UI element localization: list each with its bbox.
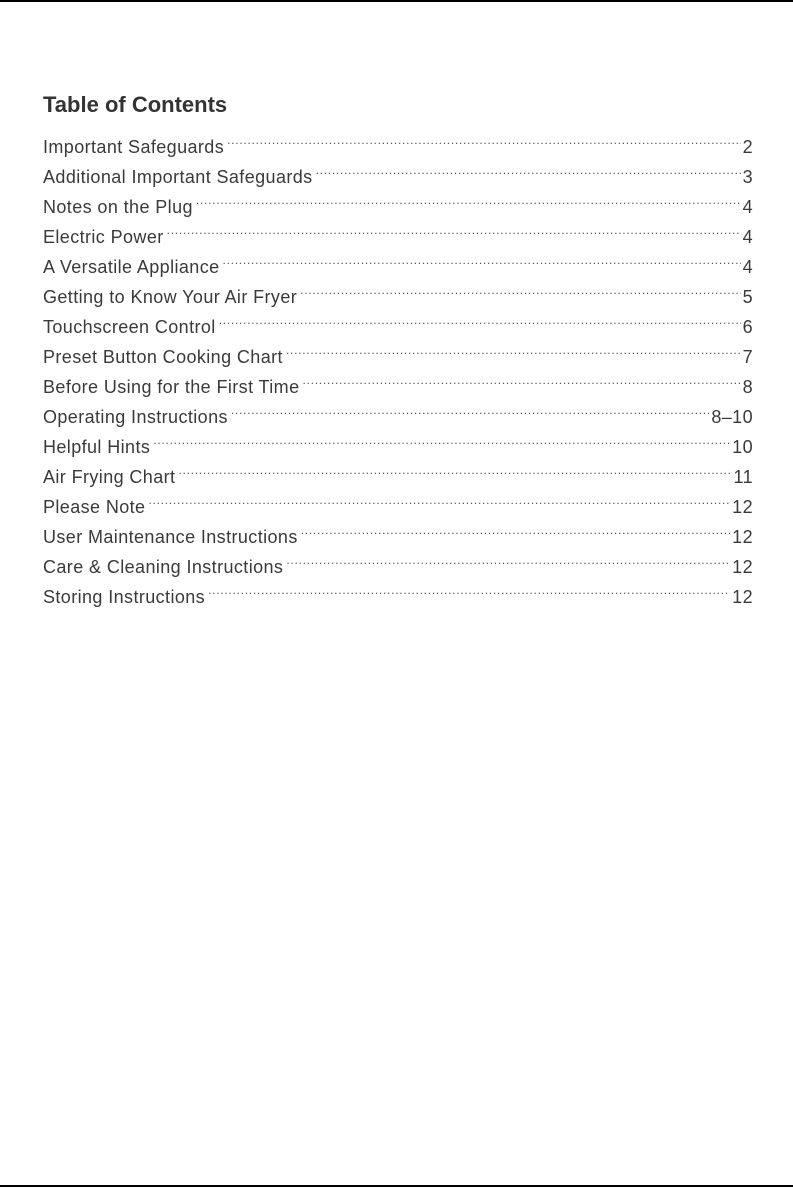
toc-entry-label: Preset Button Cooking Chart (43, 347, 283, 367)
toc-entry-page: 2 (742, 137, 753, 157)
dot-leader (153, 423, 730, 453)
toc-list (43, 123, 753, 607)
dot-leader (316, 153, 741, 183)
toc-entry-page: 11 (733, 467, 753, 487)
toc-entry[interactable] (43, 483, 753, 517)
top-rule (0, 0, 793, 2)
dot-leader (178, 453, 731, 483)
toc-entry-page: 7 (742, 347, 753, 367)
toc-entry-label: Air Frying Chart (43, 467, 176, 487)
toc-entry-page: 4 (742, 257, 753, 277)
dot-leader (227, 123, 740, 153)
toc-entry-label: Touchscreen Control (43, 317, 216, 337)
dot-leader (219, 303, 741, 333)
toc-entry-label: User Maintenance Instructions (43, 527, 298, 547)
toc-entry-page: 12 (732, 587, 753, 607)
toc-entry-page: 8–10 (711, 407, 753, 427)
toc-entry-page: 6 (742, 317, 753, 337)
toc-entry-page: 12 (732, 497, 753, 517)
toc-entry[interactable] (43, 123, 753, 157)
toc-entry-label: Electric Power (43, 227, 164, 247)
toc-entry-label: A Versatile Appliance (43, 257, 220, 277)
bottom-rule (0, 1185, 793, 1187)
toc-entry-page: 4 (742, 227, 753, 247)
toc-entry-label: Operating Instructions (43, 407, 228, 427)
dot-leader (286, 543, 730, 573)
dot-leader (208, 573, 730, 603)
toc-entry-label: Care & Cleaning Instructions (43, 557, 284, 577)
dot-leader (231, 393, 709, 423)
toc-entry-label: Storing Instructions (43, 587, 206, 607)
dot-leader (196, 183, 741, 213)
dot-leader (148, 483, 730, 513)
toc-entry-label: Helpful Hints (43, 437, 151, 457)
dot-leader (302, 363, 740, 393)
toc-entry-page: 8 (742, 377, 753, 397)
table-of-contents (43, 91, 753, 607)
toc-entry-label: Additional Important Safeguards (43, 167, 313, 187)
toc-entry-page: 4 (742, 197, 753, 217)
toc-entry[interactable] (43, 513, 753, 547)
toc-entry-label: Getting to Know Your Air Fryer (43, 287, 298, 307)
toc-entry-label: Please Note (43, 497, 146, 517)
dot-leader (167, 213, 741, 243)
dot-leader (223, 243, 741, 273)
toc-entry-label: Important Safeguards (43, 137, 225, 157)
toc-entry-label: Notes on the Plug (43, 197, 193, 217)
dot-leader (300, 273, 740, 303)
toc-entry-page: 5 (742, 287, 753, 307)
toc-title: Table of Contents (43, 92, 228, 117)
toc-entry-page: 3 (742, 167, 753, 187)
toc-entry-page: 10 (732, 437, 753, 457)
dot-leader (286, 333, 741, 363)
dot-leader (301, 513, 730, 543)
toc-entry-page: 12 (732, 527, 753, 547)
toc-entry-page: 12 (732, 557, 753, 577)
toc-entry-label: Before Using for the First Time (43, 377, 300, 397)
